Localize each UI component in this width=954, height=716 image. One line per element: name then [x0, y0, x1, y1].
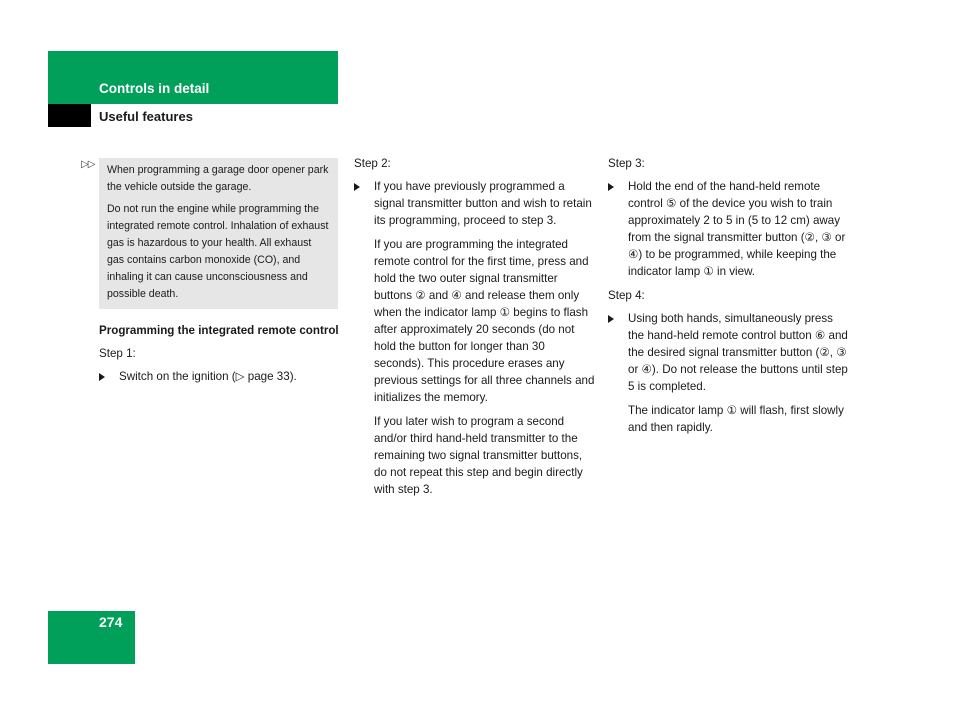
step-3-label: Step 3: — [608, 157, 645, 170]
warning-text-2: Do not run the engine while programming the integrated remote control. Inhalation of exhaust gas is hazardous to your health. All exhaust gas contains carbon monoxide (CO), and inhaling it can cause unconsciousness and possible death. — [107, 203, 329, 300]
bullet-item — [608, 178, 852, 280]
bullet-triangle-icon — [608, 315, 614, 323]
continued-icon: ▷▷ — [81, 159, 95, 170]
page-number: 274 — [99, 614, 123, 630]
section-title: Controls in detail — [99, 81, 210, 96]
subsection-title: Useful features — [99, 109, 193, 124]
bullet-text: Hold the end of the hand-held remote control ⑤ of the device you wish to train approximately 2 to 5 in (5 to 12 cm) away from the signal transmitter button (②, ③ or ④) to be programmed, while keeping the indicator lamp ① in view. — [628, 180, 846, 278]
bullet-text: Switch on the ignition (▷ page 33). — [119, 370, 297, 383]
subsection-marker — [48, 104, 91, 127]
paragraph: If you later wish to program a second and/or third hand-held transmitter to the remaining two signal transmitter buttons, do not repeat this step and begin directly with step 3. — [374, 415, 583, 496]
step-2-label: Step 2: — [354, 157, 391, 170]
paragraph: If you are programming the integrated remote control for the first time, press and hold the two outer signal transmitter buttons ② and ④ and release them only when the indicator lamp ① begins to flash after approximately 20 seconds (do not hold the button for longer than 30 seconds). This procedure erases any previous settings for all three channels and initializes the memory. — [374, 238, 595, 404]
step-4-label: Step 4: — [608, 289, 645, 302]
section-heading: Programming the integrated remote control — [99, 324, 339, 337]
warning-text-1: When programming a garage door opener park the vehicle outside the garage. — [107, 164, 329, 193]
column-1 — [99, 322, 339, 392]
bullet-triangle-icon — [608, 183, 614, 191]
bullet-text: If you have previously programmed a signal transmitter button and wish to retain its programming, proceed to step 3. — [374, 180, 592, 227]
bullet-text: Using both hands, simultaneously press the hand-held remote control button ⑥ and the desired signal transmitter button (②, ③ or ④). Do not release the buttons until step 5 is completed. — [628, 312, 848, 393]
column-3 — [608, 155, 852, 443]
step-1-label: Step 1: — [99, 347, 136, 360]
warning-box — [99, 158, 338, 309]
bullet-triangle-icon — [354, 183, 360, 191]
paragraph: The indicator lamp ① will flash, first slowly and then rapidly. — [628, 404, 844, 434]
column-2 — [354, 155, 598, 505]
bullet-item — [354, 178, 598, 229]
bullet-item — [99, 368, 339, 385]
bullet-triangle-icon — [99, 373, 105, 381]
bullet-item — [608, 310, 852, 395]
